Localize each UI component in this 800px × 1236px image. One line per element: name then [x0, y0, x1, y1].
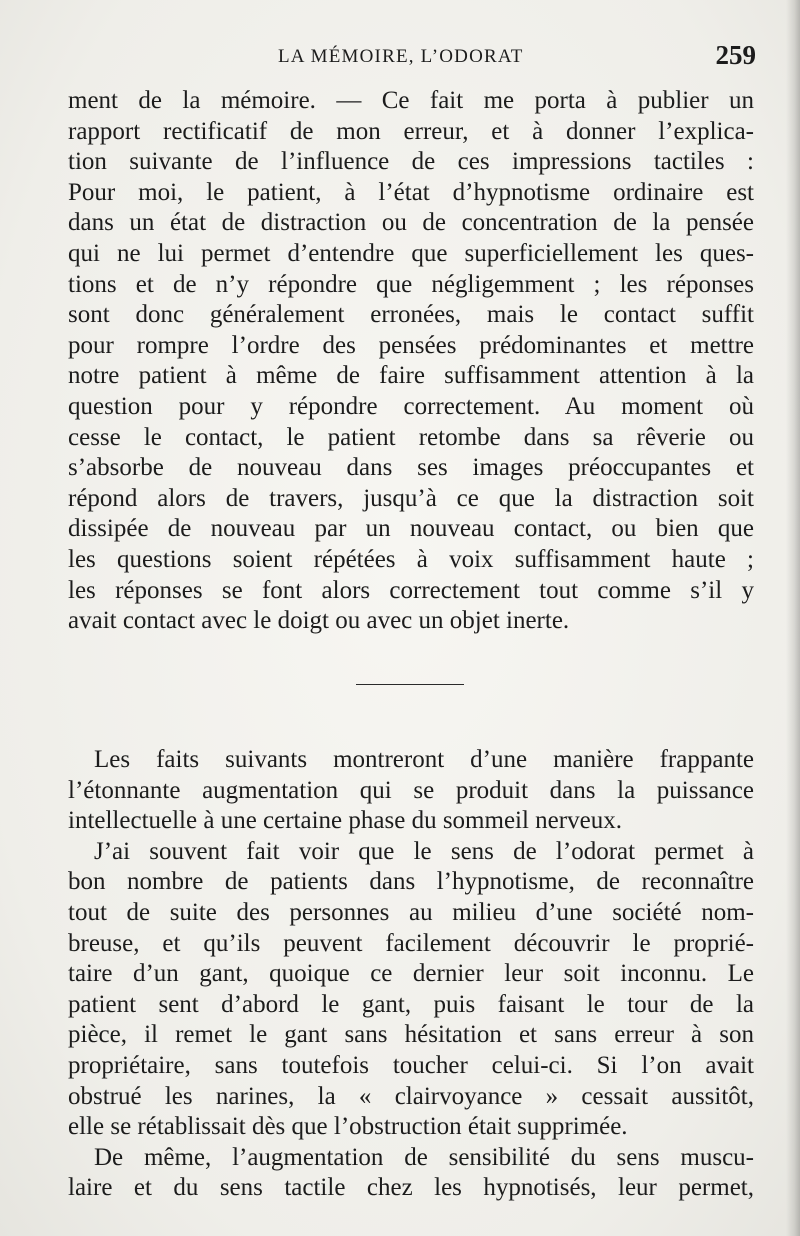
- text-line: breuse, et qu’ils peuvent facilement découvrir le proprié-: [68, 929, 754, 957]
- text-line: l’étonnante augmentation qui se produit dans la puissance: [68, 776, 754, 804]
- text-line: elle se rétablissait dès que l’obstruction était supprimée.: [68, 1113, 628, 1141]
- text-line: Les faits suivants montreront d’une manière frappante: [94, 746, 754, 773]
- text-line: les réponses se font alors correctement tout comme s’il y: [68, 576, 754, 604]
- text-line: dans un état de distraction ou de concentration de la pensée: [68, 209, 754, 237]
- text-line: intellectuelle à une certaine phase du sommeil nerveux.: [68, 807, 622, 835]
- running-head: LA MÉMOIRE, L’ODORAT: [278, 46, 524, 67]
- text-line: répond alors de travers, jusqu’à ce que la distraction soit: [68, 484, 754, 512]
- text-line: tion suivante de l’influence de ces impressions tactiles :: [68, 148, 754, 176]
- page-header: [68, 40, 756, 74]
- text-line: pour rompre l’ordre des pensées prédominantes et mettre: [68, 331, 754, 359]
- section-separator-rule: [356, 684, 464, 685]
- text-line: propriétaire, sans toutefois toucher celui-ci. Si l’on avait: [68, 1051, 754, 1079]
- text-line: dissipée de nouveau par un nouveau contact, ou bien que: [68, 515, 754, 543]
- text-line: De même, l’augmentation de sensibilité du sens muscu-: [94, 1143, 754, 1171]
- text-line: obstrué les narines, la « clairvoyance » cessait aussitôt,: [68, 1082, 754, 1110]
- paragraph-continuation: [68, 86, 754, 637]
- text-line: bon nombre de patients dans l’hypnotisme, de reconnaître: [68, 868, 754, 896]
- text-line: avait contact avec le doigt ou avec un objet inerte.: [68, 607, 570, 635]
- text-line: qui ne lui permet d’entendre que superficiellement les ques-: [68, 239, 754, 267]
- text-line: J’ai souvent fait voir que le sens de l’odorat permet à: [94, 837, 754, 865]
- text-line: tout de suite des personnes au milieu d’une société nom-: [68, 898, 754, 926]
- page-number: 259: [715, 40, 756, 70]
- text-line: pièce, il remet le gant sans hésitation et sans erreur à son: [68, 1021, 754, 1049]
- text-line: rapport rectificatif de mon erreur, et à donner l’explica-: [68, 117, 754, 145]
- text-line: cesse le contact, le patient retombe dans sa rêverie ou: [68, 423, 754, 451]
- text-line: sont donc généralement erronées, mais le contact suffit: [68, 301, 754, 329]
- text-line: notre patient à même de faire suffisamment attention à la: [68, 362, 754, 390]
- page-edge-shadow: [786, 0, 800, 1236]
- text-line: s’absorbe de nouveau dans ses images préoccupantes et: [68, 454, 754, 482]
- paragraphs-odorat: [68, 745, 754, 1204]
- text-line: patient sent d’abord le gant, puis faisant le tour de la: [68, 990, 754, 1018]
- text-line: ment de la mémoire. — Ce fait me porta à publier un: [68, 87, 754, 114]
- text-line: question pour y répondre correctement. Au moment où: [68, 392, 754, 420]
- text-line: laire et du sens tactile chez les hypnotisés, leur permet,: [68, 1174, 754, 1202]
- text-line: tions et de n’y répondre que négligemment ; les réponses: [68, 270, 754, 298]
- text-line: taire d’un gant, quoique ce dernier leur soit inconnu. Le: [68, 960, 754, 988]
- text-line: les questions soient répétées à voix suffisamment haute ;: [68, 545, 754, 573]
- text-line: Pour moi, le patient, à l’état d’hypnotisme ordinaire est: [68, 178, 754, 206]
